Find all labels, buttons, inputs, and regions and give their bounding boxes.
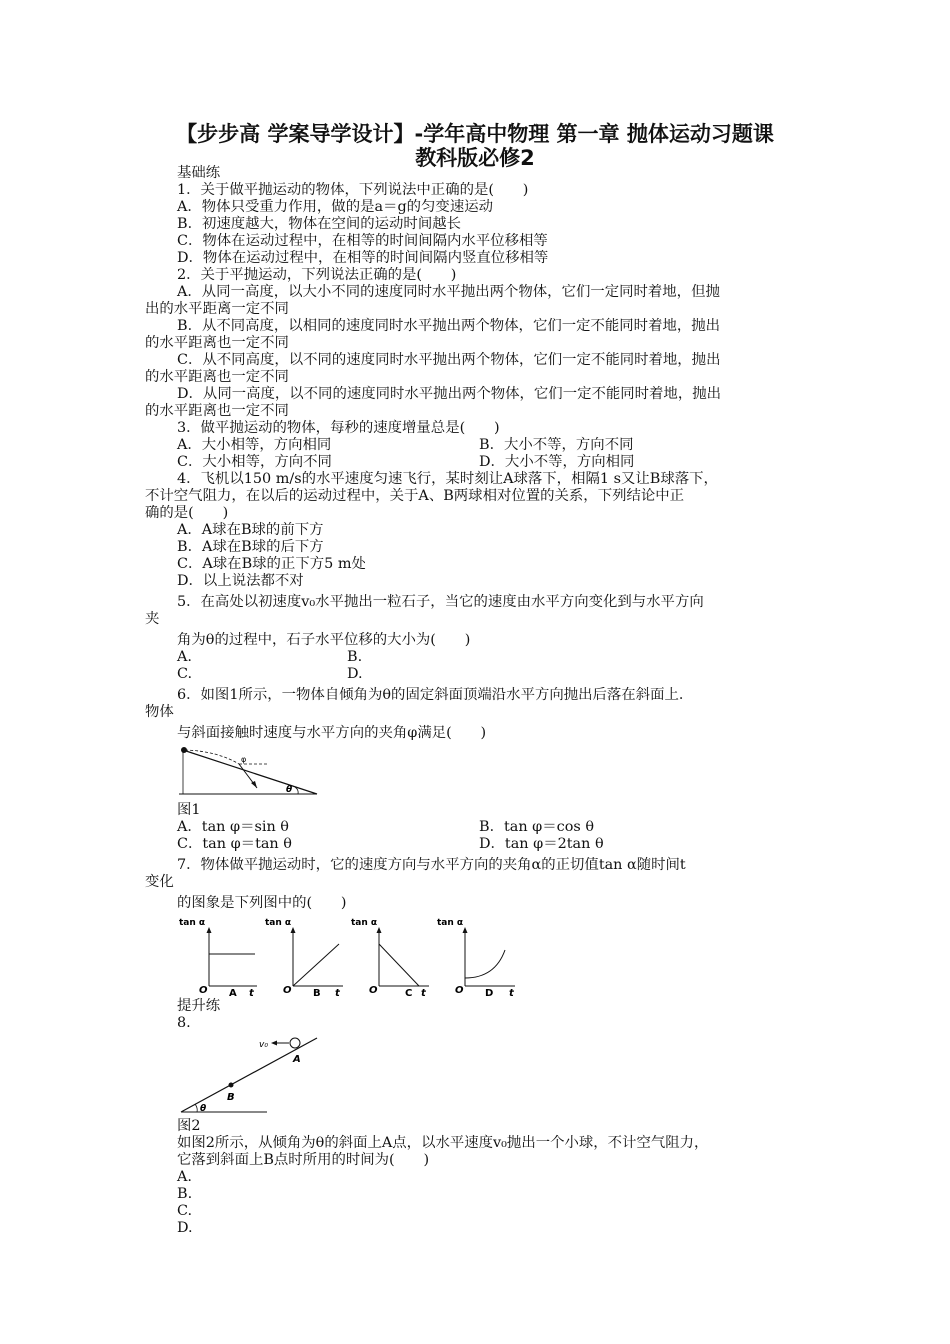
fig2-theta-label: θ [200,1104,207,1114]
figure-2-incline [177,1034,327,1118]
q4-option-c: C．A球在B球的正下方5 m处 [177,556,366,572]
document-title [0,122,950,170]
q8-option-d: D. [177,1220,193,1236]
q1-stem: 1．关于做平抛运动的物体，下列说法中正确的是( ) [177,182,529,198]
q7-graph-c [349,916,429,998]
figure-2-caption: 图2 [177,1118,201,1134]
q6-stem-line1: 6．如图1所示，一物体自倾角为θ的固定斜面顶端沿水平方向抛出后落在斜面上． [177,687,694,703]
graph-c-y-arrow-icon [377,927,382,933]
q2-option-b-line2: 的水平距离也一定不同 [145,335,289,351]
section-basic-heading: 基础练 [177,165,221,181]
q5-option-a: A. [177,649,192,665]
q5-option-d: D. [347,666,363,682]
q3-option-d: D．大小不等，方向相同 [479,454,635,470]
q8-stem-line2: 它落到斜面上B点时所用的时间为( ) [177,1152,430,1168]
fig1-trajectory [185,750,239,764]
graph-b-xlabel: t [335,988,340,998]
q3-option-a: A．大小相等，方向相同 [177,437,332,453]
q6-stem-line2: 与斜面接触时速度与水平方向的夹角φ满足( ) [177,725,487,741]
fig2-point-b [229,1083,234,1088]
graph-b-origin: O [283,985,292,996]
q6-option-c: C．tan φ＝tan θ [177,836,292,852]
q6-stem-line1-wrap: 物体 [145,704,174,720]
graph-b-name: B [313,988,321,998]
q8-option-c: C. [177,1203,193,1219]
q1-option-c: C．物体在运动过程中，在相等的时间间隔内水平位移相等 [177,233,548,249]
q4-option-a: A．A球在B球的前下方 [177,522,324,538]
fig1-arrowhead-icon [251,781,257,788]
q8-number: 8. [177,1015,191,1031]
fig2-v0-label: v₀ [259,1040,268,1050]
q7-stem-line1: 7．物体做平抛运动时，它的速度方向与水平方向的夹角α的正切值tan α随时间t [177,857,686,873]
title-line-1: 【步步高 学案导学设计】-学年高中物理 第一章 抛体运动习题课 [176,122,774,146]
q4-option-d: D．以上说法都不对 [177,573,304,589]
graph-b-y-arrow-icon [291,927,296,933]
q2-option-c-line2: 的水平距离也一定不同 [145,369,289,385]
graph-a-name: A [229,988,237,998]
fig2-arrowhead-icon [271,1041,277,1046]
q7-stem-line1-wrap: 变化 [145,874,174,890]
graph-d-curve [465,950,505,978]
fig2-angle-arc [195,1104,197,1112]
fig2-ball [290,1038,300,1048]
q8-option-a: A. [177,1169,192,1185]
fig1-theta-label: θ [286,785,293,795]
q5-options-row2 [145,666,810,683]
figure-1-caption: 图1 [177,802,201,818]
graph-c-name: C [405,988,413,998]
fig2-a-label: A [293,1054,301,1065]
q3-options-row1 [145,437,810,454]
q3-option-b: B．大小不等，方向不同 [479,437,634,453]
graph-c-origin: O [369,985,378,996]
q1-option-a: A．物体只受重力作用，做的是a＝g的匀变速运动 [177,199,493,215]
q3-stem: 3．做平抛运动的物体，每秒的速度增量总是( ) [177,420,500,436]
q2-option-c-line1: C．从不同高度，以不同的速度同时水平抛出两个物体，它们一定不能同时着地，抛出 [177,352,721,368]
q8-stem-line1: 如图2所示，从倾角为θ的斜面上A点，以水平速度v₀抛出一个小球，不计空气阻力， [177,1135,709,1151]
title-line-2: 教科版必修2 [415,146,535,170]
graph-d-y-arrow-icon [463,927,468,933]
q2-option-b-line1: B．从不同高度，以相同的速度同时水平抛出两个物体，它们一定不能同时着地，抛出 [177,318,721,334]
section-advance-heading: 提升练 [177,998,221,1014]
fig1-phi-label: φ [241,755,247,764]
document-body [145,165,810,1237]
q7-graph-b [263,916,343,998]
figure-1-incline [177,744,327,802]
fig2-incline-line [181,1038,317,1112]
q2-stem: 2．关于平抛运动，下列说法正确的是( ) [177,267,457,283]
fig2-b-label: B [227,1092,235,1103]
q5-stem-line1-wrap: 夹 [145,611,160,627]
q2-option-a-line2: 出的水平距离一定不同 [145,301,289,317]
q7-stem-line2: 的图象是下列图中的( ) [177,895,347,911]
q6-options-row2 [145,836,810,853]
q4-option-b: B．A球在B球的后下方 [177,539,324,555]
q5-option-c: C. [177,666,193,682]
q7-graph-a [177,916,257,998]
q6-options-row1 [145,819,810,836]
graph-c-ylabel: tan α [351,918,378,928]
graph-d-name: D [485,988,494,998]
graph-d-origin: O [455,985,464,996]
q4-stem-line2: 不计空气阻力，在以后的运动过程中，关于A、B两球相对位置的关系，下列结论中正 [145,488,685,504]
graph-c-xlabel: t [421,988,426,998]
q2-option-d-line2: 的水平距离也一定不同 [145,403,289,419]
q7-graph-d [435,916,515,998]
graph-a-xlabel: t [249,988,254,998]
q3-option-c: C．大小相等，方向不同 [177,454,332,470]
q5-option-b: B. [347,649,363,665]
fig1-incline-line [183,750,317,794]
q3-options-row2 [145,454,810,471]
q5-stem-line2: 角为θ的过程中，石子水平位移的大小为( ) [177,632,471,648]
q2-option-a-line1: A．从同一高度，以大小不同的速度同时水平抛出两个物体，它们一定同时着地，但抛 [177,284,720,300]
graph-a-y-arrow-icon [207,927,212,933]
q5-stem-line1: 5．在高处以初速度v₀水平抛出一粒石子，当它的速度由水平方向变化到与水平方向 [177,594,704,610]
graph-b-ylabel: tan α [265,918,292,928]
graph-a-ylabel: tan α [179,918,206,928]
graph-c-curve [379,944,419,986]
graph-b-curve [293,944,339,986]
graph-d-xlabel: t [509,988,514,998]
q4-stem-line3: 确的是( ) [145,505,229,521]
q1-option-d: D．物体在运动过程中，在相等的时间间隔内竖直位移相等 [177,250,549,266]
q2-option-d-line1: D．从同一高度，以不同的速度同时水平抛出两个物体，它们一定不能同时着地，抛出 [177,386,721,402]
q5-options-row1 [145,649,810,666]
graph-d-ylabel: tan α [437,918,464,928]
q6-option-a: A．tan φ＝sin θ [177,819,289,835]
q1-option-b: B．初速度越大，物体在空间的运动时间越长 [177,216,461,232]
q4-stem-line1: 4．飞机以150 m/s的水平速度匀速飞行，某时刻让A球落下，相隔1 s又让B球落下， [177,471,718,487]
q6-option-b: B．tan φ＝cos θ [479,819,594,835]
graph-a-origin: O [199,985,208,996]
q7-graph-options [145,916,810,998]
q8-option-b: B. [177,1186,193,1202]
q6-option-d: D．tan φ＝2tan θ [479,836,604,852]
